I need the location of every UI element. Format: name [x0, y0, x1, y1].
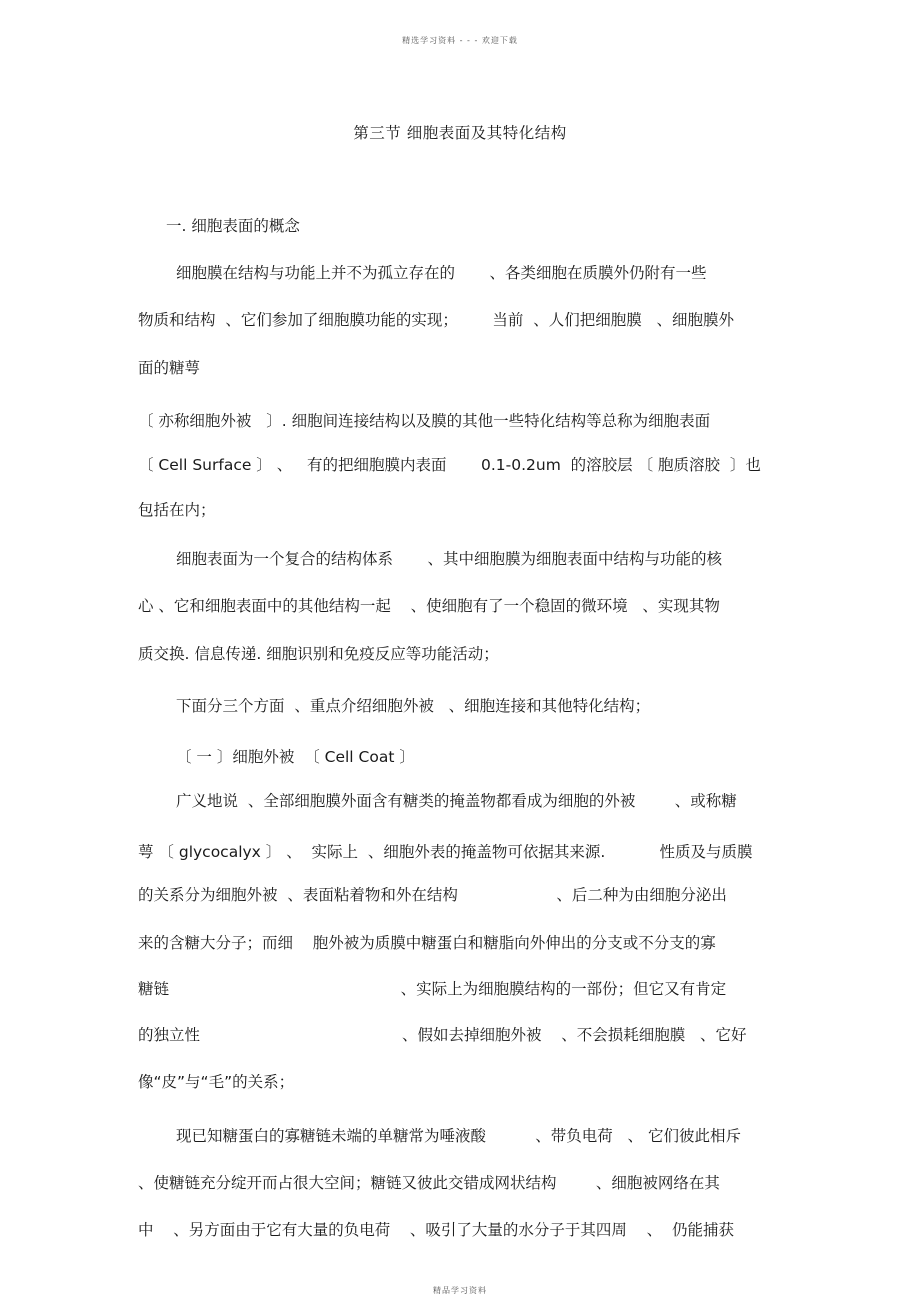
paragraph-line: 〔 亦称细胞外被 〕. 细胞间连接结构以及膜的其他一些特化结构等总称为细胞表面 — [138, 412, 711, 430]
page-header: 精选学习资料 - - - 欢迎下载 — [402, 36, 518, 45]
paragraph-line: 中 、另方面由于它有大量的负电荷 、吸引了大量的水分子于其四周 、 仍能捕获 — [138, 1221, 734, 1239]
paragraph-line: 、使糖链充分绽开而占很大空间；糖链又彼此交错成网状结构 、细胞被网络在其 — [138, 1174, 720, 1192]
paragraph-line: 广义地说 、全部细胞膜外面含有糖类的掩盖物都看成为细胞的外被 、或称糖 — [176, 792, 737, 810]
paragraph-line: 〔 Cell Surface 〕 、 有的把细胞膜内表面 0.1-0.2um 的溶胶层 〔 胞质溶胶 〕也 — [138, 456, 761, 474]
paragraph-line: 像“皮”与“毛”的关系； — [138, 1073, 295, 1091]
page-footer: 精品学习资料 — [433, 1286, 487, 1295]
paragraph-line: 来的含糖大分子；而细 胞外被为质膜中糖蛋白和糖脂向外伸出的分支或不分支的寡 — [138, 934, 716, 952]
paragraph-line: 细胞表面为一个复合的结构体系 、其中细胞膜为细胞表面中结构与功能的核 — [176, 550, 722, 568]
paragraph-line: 下面分三个方面 、重点介绍细胞外被 、细胞连接和其他特化结构； — [176, 697, 651, 715]
paragraph-line: 面的糖萼 — [138, 359, 201, 377]
paragraph-line: 物质和结构 、它们参加了细胞膜功能的实现； 当前 、人们把细胞膜 、细胞膜外 — [138, 311, 734, 329]
paragraph-line: 细胞膜在结构与功能上并不为孤立存在的 、各类细胞在质膜外仍附有一些 — [176, 264, 707, 282]
paragraph-line: 包括在内； — [138, 501, 216, 519]
paragraph-line: 的关系分为细胞外被 、表面粘着物和外在结构 、后二种为由细胞分泌出 — [138, 886, 727, 904]
paragraph-line: 心 、它和细胞表面中的其他结构一起 、使细胞有了一个稳固的微环境 、实现其物 — [138, 597, 720, 615]
section-title: 第三节 细胞表面及其特化结构 — [353, 124, 567, 142]
paragraph-line: 糖链 、实际上为细胞膜结构的一部份；但它又有肯定 — [138, 980, 727, 998]
paragraph-line: 现已知糖蛋白的寡糖链未端的单糖常为唾液酸 、带负电荷 、 它们彼此相斥 — [176, 1127, 741, 1145]
paragraph-line: 质交换. 信息传递. 细胞识别和免疫反应等功能活动； — [138, 645, 499, 663]
subsection-heading-cell-coat: 〔 一 〕细胞外被 〔 Cell Coat 〕 — [176, 748, 415, 766]
subsection-heading-concept: 一. 细胞表面的概念 — [166, 217, 300, 235]
paragraph-line: 萼 〔 glycocalyx 〕 、 实际上 、细胞外表的掩盖物可依据其来源. 性质及与质膜 — [138, 843, 753, 861]
paragraph-line: 的独立性 、假如去掉细胞外被 、不会损耗细胞膜 、它好 — [138, 1026, 747, 1044]
